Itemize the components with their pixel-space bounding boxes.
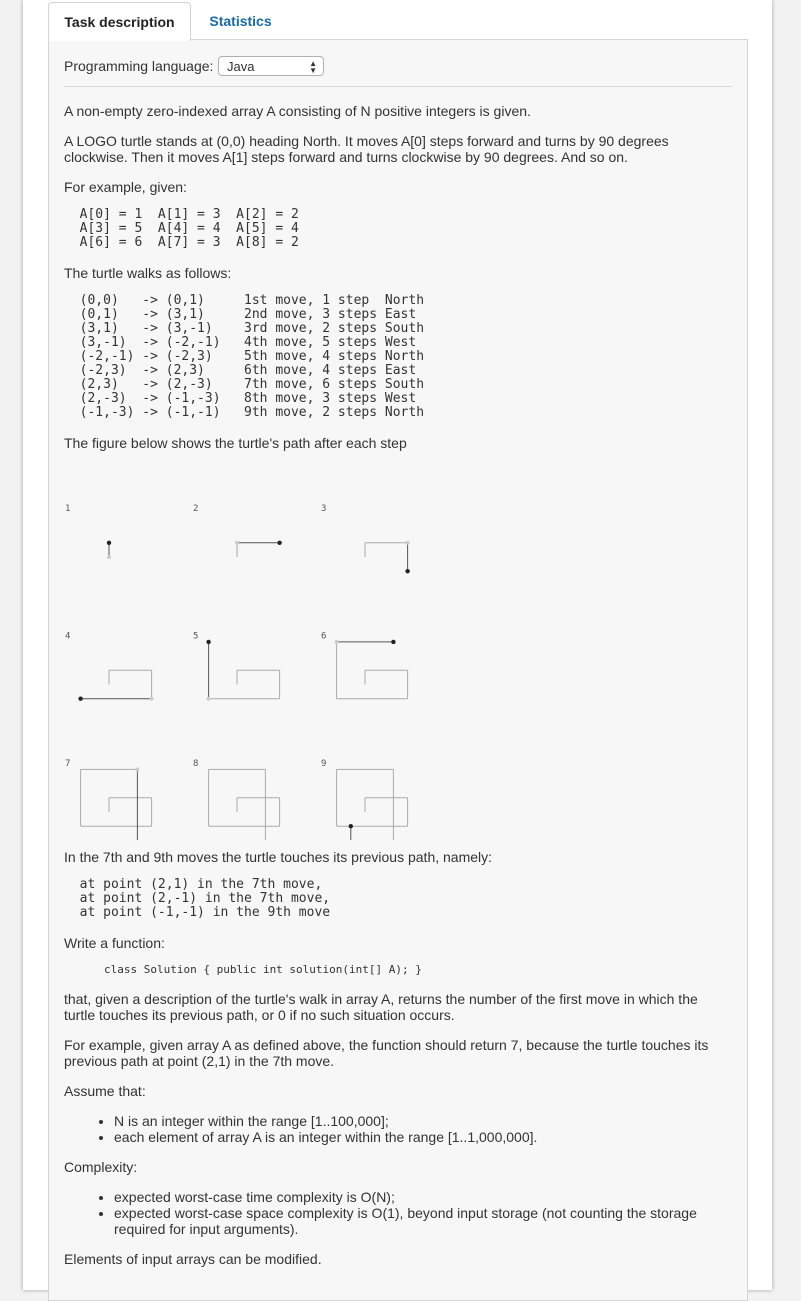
task-panel bbox=[48, 39, 748, 1301]
path-panel-1 bbox=[65, 504, 111, 559]
panel-label: 7 bbox=[65, 759, 71, 769]
language-label: Programming language: bbox=[64, 58, 214, 74]
move-start-dot bbox=[335, 640, 339, 644]
paragraph-walk: The turtle walks as follows: bbox=[64, 265, 232, 281]
turtle-position-dot bbox=[107, 541, 111, 545]
move-start-dot bbox=[150, 697, 154, 701]
turtle-position-dot bbox=[206, 640, 210, 644]
divider bbox=[64, 86, 732, 87]
move-start-dot bbox=[107, 555, 111, 559]
move-start-dot bbox=[135, 767, 139, 771]
path-panel-2 bbox=[193, 504, 282, 557]
list-item: • N is an integer within the range [1..100,000]; bbox=[114, 1113, 537, 1129]
list-item: • each element of array A is an integer within the range [1..1,000,000]. bbox=[114, 1129, 537, 1145]
array-example-code: A[0] = 1 A[1] = 3 A[2] = 2 A[3] = 5 A[4] = 4 A[5] = 4 A[6] = 6 A[7] = 3 A[8] = 2 bbox=[79, 207, 299, 250]
paragraph-example: For example, given: bbox=[64, 179, 187, 195]
paragraph-returns: that, given a description of the turtle's walk in array A, returns the number of the first move in which the turtle touches its previous path, or 0 if no such situation occurs. bbox=[64, 991, 698, 1023]
turtle-path-figure bbox=[64, 460, 444, 840]
tab-statistics[interactable]: Statistics bbox=[209, 13, 272, 29]
paragraph-intro: A non-empty zero-indexed array A consisting of N positive integers is given. bbox=[64, 103, 531, 119]
paragraph-complexity: Complexity: bbox=[64, 1159, 138, 1175]
paragraph-modifiable: Elements of input arrays can be modified. bbox=[64, 1251, 322, 1267]
panel-label: 9 bbox=[321, 759, 327, 769]
assume-list bbox=[64, 1113, 537, 1145]
path-panel-3 bbox=[321, 504, 410, 573]
paragraph-turtle: A LOGO turtle stands at (0,0) heading North. It moves A[0] steps forward and turns by 90 degrees clockwise. Then it moves A[1] steps forward and turns clockwise by 90 degrees. And so on. bbox=[64, 133, 669, 165]
language-select-value: Java bbox=[227, 59, 255, 74]
complexity-list bbox=[64, 1189, 724, 1237]
panel-label: 4 bbox=[65, 631, 71, 642]
touch-points-code: at point (2,1) in the 7th move, at point (2,-1) in the 7th move, at point (-1,-1) in the 9th move bbox=[79, 877, 331, 920]
paragraph-touches: In the 7th and 9th moves the turtle touches its previous path, namely: bbox=[64, 849, 493, 865]
paragraph-for-example: For example, given array A as defined above, the function should return 7, because the turtle touches its previous path at point (2,1) in the 7th move. bbox=[64, 1037, 709, 1069]
path-panel-7 bbox=[65, 759, 152, 840]
turtle-position-dot bbox=[277, 541, 281, 545]
panel-label: 8 bbox=[193, 759, 199, 769]
list-item: • expected worst-case time complexity is O(N); bbox=[114, 1189, 724, 1205]
path-panel-6 bbox=[321, 632, 408, 699]
walk-code: (0,0) -> (0,1) 1st move, 1 step North (0,1) -> (3,1) 2nd move, 3 steps East (3,1) -> (3,-1) 3rd move, 2 steps South (3,-1) -> (-2,-1) 4th move, 5 steps West (-2,-1) -> (-2,3) 5th move, 4 steps North (-2,3) -> (2,3) 6th move, 4 steps East (2,3) -> (2,-3) 7th move, 6 steps South (2,-3) -> (-1,-3) 8th move, 3 steps West (-1,-3) -> (-1,-1) 9th move, 2 steps North bbox=[79, 293, 425, 420]
turtle-position-dot bbox=[405, 569, 409, 573]
tab-task-description[interactable]: Task description bbox=[48, 2, 191, 41]
move-start-dot bbox=[235, 541, 239, 545]
turtle-position-dot bbox=[391, 640, 395, 644]
turtle-path-svg bbox=[64, 460, 444, 840]
paragraph-figure: The figure below shows the turtle's path after each step bbox=[64, 435, 407, 451]
paragraph-assume: Assume that: bbox=[64, 1083, 146, 1099]
language-select[interactable] bbox=[218, 56, 324, 76]
panel-label: 3 bbox=[321, 504, 327, 514]
list-item: • expected worst-case space complexity is O(1), beyond input storage (not counting the storage required for input arguments). bbox=[114, 1205, 724, 1237]
panel-label: 1 bbox=[65, 504, 71, 514]
path-panel-9 bbox=[321, 759, 408, 840]
turtle-position-dot bbox=[78, 697, 82, 701]
turtle-position-dot bbox=[349, 824, 353, 828]
function-signature-code: class Solution { public int solution(int[] A); } bbox=[104, 963, 422, 976]
panel-label: 5 bbox=[193, 631, 199, 642]
paragraph-write-function: Write a function: bbox=[64, 935, 165, 951]
panel-label: 2 bbox=[193, 504, 199, 514]
move-start-dot bbox=[207, 697, 211, 701]
path-panel-8 bbox=[193, 759, 280, 840]
path-panel-5 bbox=[193, 632, 280, 701]
panel-label: 6 bbox=[321, 631, 327, 642]
path-panel-4 bbox=[65, 632, 154, 701]
move-start-dot bbox=[406, 541, 410, 545]
select-arrows-icon: ▲ ▼ bbox=[309, 59, 317, 75]
